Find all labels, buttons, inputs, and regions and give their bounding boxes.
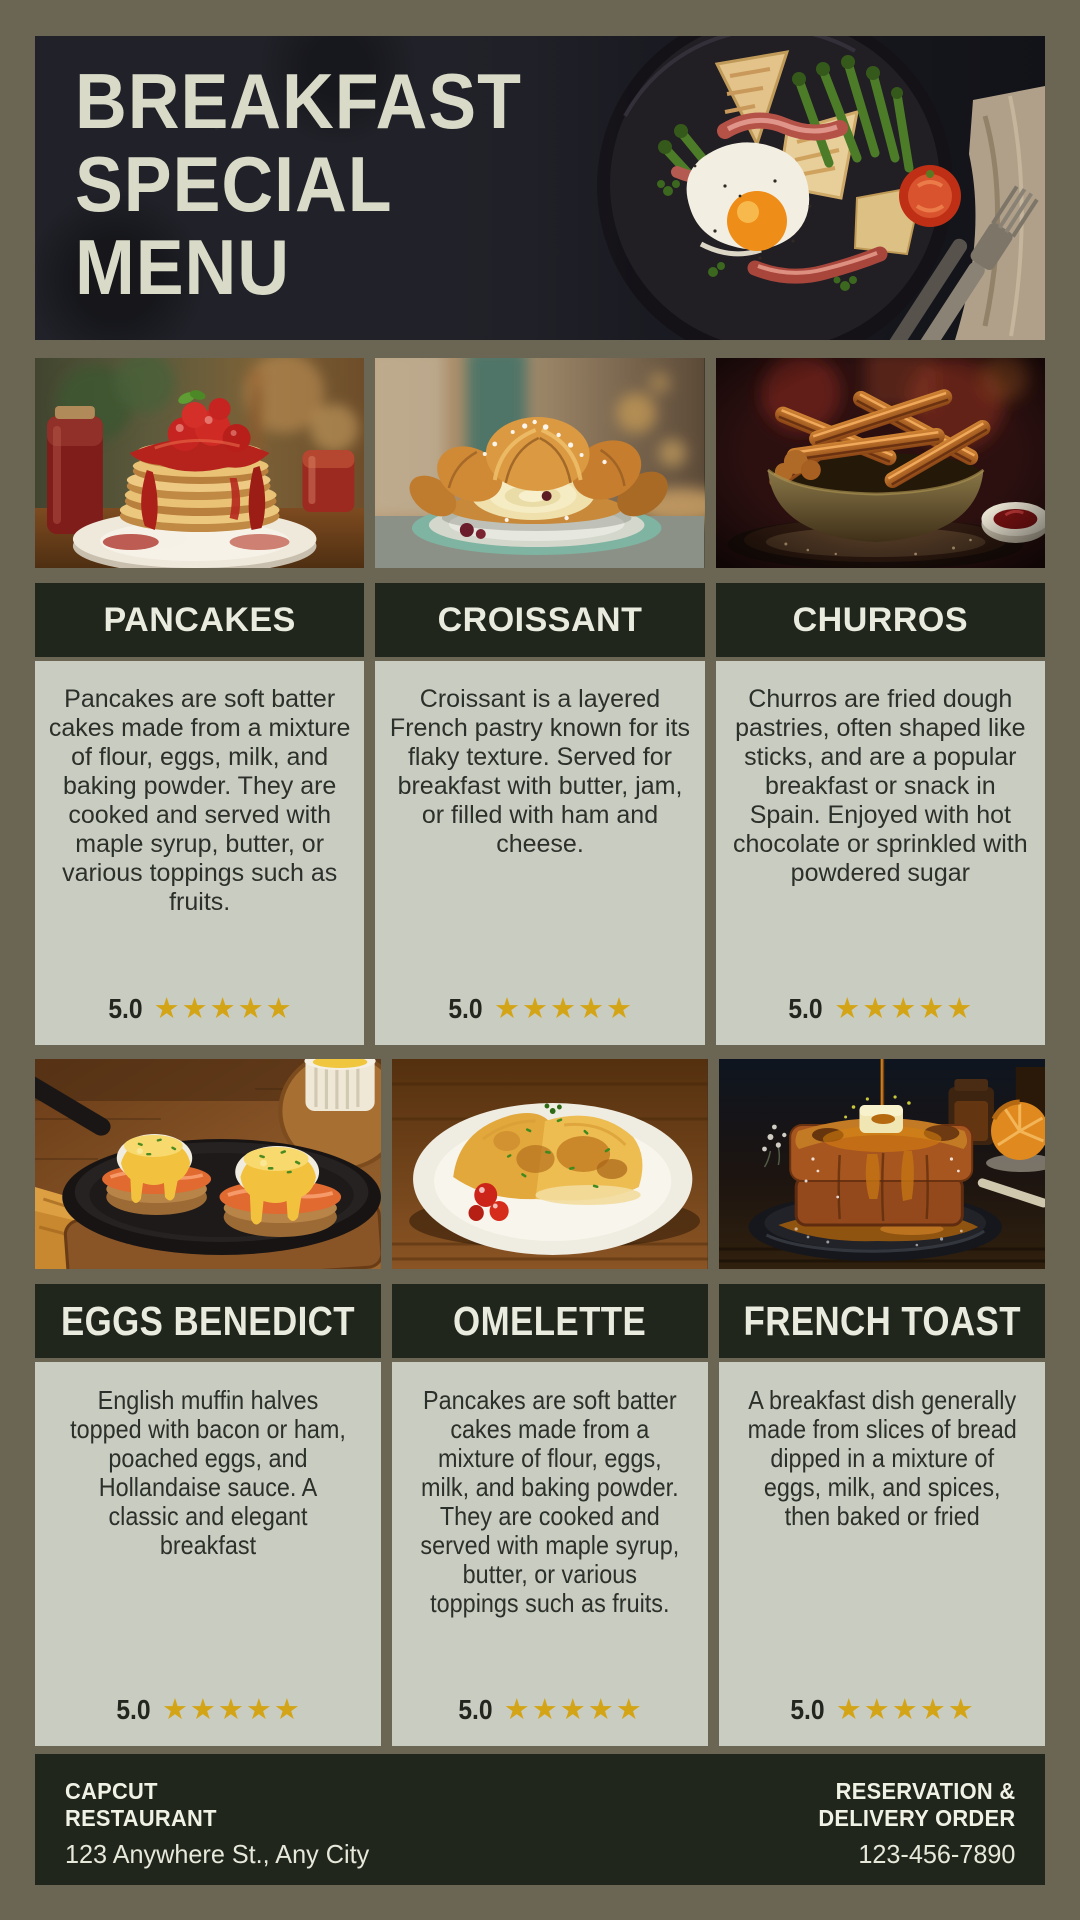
star-rating <box>375 993 704 1025</box>
reservation-heading-line-2: DELIVERY ORDER <box>817 1805 1015 1831</box>
menu-item-french-toast <box>719 1059 1045 1746</box>
star-rating <box>35 1694 381 1726</box>
eggs-benedict-photo <box>35 1059 381 1269</box>
star-icons: ★★★★★ <box>834 992 975 1025</box>
header-banner <box>35 36 1045 340</box>
star-rating <box>35 993 364 1025</box>
menu-item-churros <box>716 358 1045 1045</box>
reservation-info <box>808 1778 1015 1870</box>
item-description: Pancakes are soft batter cakes made from a mixture of flour, eggs, milk, and baking powder. They are cooked and served with maple syrup, butter, or various toppings such as fruits. <box>420 1385 680 1618</box>
rating-score: 5.0 <box>448 993 483 1024</box>
item-title-bar <box>719 1284 1045 1358</box>
star-icons: ★★★★★ <box>493 992 634 1025</box>
page-title <box>75 57 522 311</box>
item-description: A breakfast dish generally made from slices of bread dipped in a mixture of eggs, milk, and spices, then baked or fried <box>747 1385 1017 1531</box>
reservation-heading <box>818 1778 1015 1832</box>
item-title: OMELETTE <box>453 1297 647 1344</box>
item-title-bar <box>716 583 1045 657</box>
rating-score: 5.0 <box>788 993 823 1024</box>
item-card <box>392 1362 708 1746</box>
star-rating <box>719 1694 1045 1726</box>
star-rating <box>392 1694 708 1726</box>
footer-bar <box>35 1754 1045 1885</box>
rating-score: 5.0 <box>116 1694 151 1725</box>
french-toast-photo <box>719 1059 1045 1269</box>
star-icons: ★★★★★ <box>503 1693 644 1726</box>
restaurant-address: 123 Anywhere St., Any City <box>65 1839 370 1869</box>
rating-score: 5.0 <box>790 1694 825 1725</box>
rating-score: 5.0 <box>458 1694 493 1725</box>
star-icons: ★★★★★ <box>153 992 294 1025</box>
item-title: FRENCH TOAST <box>743 1297 1021 1344</box>
item-title-bar <box>392 1284 708 1358</box>
churros-photo <box>716 358 1045 568</box>
phone-number: 123-456-7890 <box>857 1839 1015 1869</box>
croissant-photo <box>375 358 704 568</box>
menu-item-eggs-benedict <box>35 1059 381 1746</box>
item-card <box>375 661 704 1045</box>
item-description: Churros are fried dough pastries, often shaped like sticks, and are a popular breakfast or snack in Spain. Enjoyed with hot chocolate or sprinkled with powdered sugar <box>733 685 1028 887</box>
menu-item-omelette <box>392 1059 708 1746</box>
title-line-2: SPECIAL <box>75 140 393 228</box>
omelette-photo <box>392 1059 708 1269</box>
menu-item-pancakes <box>35 358 364 1045</box>
item-title: PANCAKES <box>103 600 296 639</box>
title-line-1: BREAKFAST <box>75 57 522 145</box>
star-rating <box>716 993 1045 1025</box>
item-description: Pancakes are soft batter cakes made from a mixture of flour, eggs, milk, and baking powder. They are cooked and served with maple syrup, butter, or various toppings such as fruits. <box>48 685 351 916</box>
star-icons: ★★★★★ <box>161 1693 302 1726</box>
item-title-bar <box>375 583 704 657</box>
rating-score: 5.0 <box>108 993 143 1024</box>
item-card <box>716 661 1045 1045</box>
item-title: CROISSANT <box>437 600 643 639</box>
restaurant-name-line-2: RESTAURANT <box>65 1805 217 1831</box>
menu-items <box>35 358 1045 1746</box>
item-title-bar <box>35 583 364 657</box>
item-card <box>35 1362 381 1746</box>
item-title-bar <box>35 1284 381 1358</box>
item-card <box>719 1362 1045 1746</box>
item-description: Croissant is a layered French pastry known for its flaky texture. Served for breakfast with butter, jam, or filled with ham and cheese. <box>389 685 691 858</box>
restaurant-info <box>65 1778 379 1870</box>
reservation-heading-line-1: RESERVATION & <box>835 1778 1015 1804</box>
item-title: CHURROS <box>792 600 969 639</box>
restaurant-name-line-1: CAPCUT <box>65 1778 158 1804</box>
title-line-3: MENU <box>75 223 290 311</box>
restaurant-name <box>65 1778 363 1832</box>
item-card <box>35 661 364 1045</box>
item-description: English muffin halves topped with bacon or ham, poached eggs, and Hollandaise sauce. A classic and elegant breakfast <box>70 1385 346 1560</box>
menu-item-croissant <box>375 358 704 1045</box>
item-title: EGGS BENEDICT <box>60 1297 355 1344</box>
star-icons: ★★★★★ <box>835 1693 976 1726</box>
pancakes-photo <box>35 358 364 568</box>
